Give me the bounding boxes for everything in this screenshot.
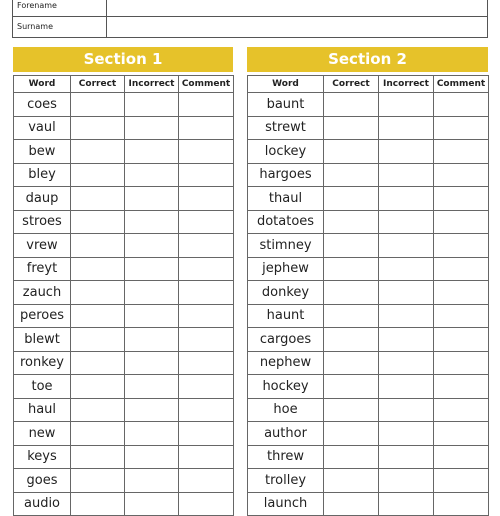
comment-cell[interactable] <box>179 328 234 352</box>
incorrect-cell[interactable] <box>379 398 434 422</box>
word-cell: vrew <box>14 234 71 258</box>
table-row <box>14 492 234 516</box>
correct-cell[interactable] <box>71 257 125 281</box>
table-row <box>248 281 489 305</box>
section-1 <box>13 47 233 516</box>
comment-cell[interactable] <box>434 445 489 469</box>
word-cell: strewt <box>248 116 324 140</box>
correct-cell[interactable] <box>324 492 379 516</box>
word-cell: author <box>248 422 324 446</box>
table-row <box>14 163 234 187</box>
incorrect-cell[interactable] <box>125 257 179 281</box>
comment-cell[interactable] <box>179 187 234 211</box>
comment-cell[interactable] <box>179 492 234 516</box>
table-row <box>14 328 234 352</box>
table-row <box>14 93 234 117</box>
incorrect-cell[interactable] <box>125 140 179 164</box>
word-cell: bley <box>14 163 71 187</box>
word-cell: jephew <box>248 257 324 281</box>
word-cell: trolley <box>248 469 324 493</box>
section-2-title: Section 2 <box>247 47 488 72</box>
word-cell: stimney <box>248 234 324 258</box>
word-cell: hoe <box>248 398 324 422</box>
incorrect-cell[interactable] <box>125 445 179 469</box>
incorrect-cell[interactable] <box>125 422 179 446</box>
table-row <box>248 163 489 187</box>
word-cell: freyt <box>14 257 71 281</box>
table-row <box>248 469 489 493</box>
correct-cell[interactable] <box>71 163 125 187</box>
incorrect-cell[interactable] <box>379 445 434 469</box>
comment-cell[interactable] <box>434 257 489 281</box>
comment-cell[interactable] <box>179 398 234 422</box>
section-2-table <box>247 75 489 516</box>
table-row <box>248 93 489 117</box>
table-row <box>248 445 489 469</box>
comment-cell[interactable] <box>434 234 489 258</box>
table-row <box>248 116 489 140</box>
table-row <box>14 445 234 469</box>
incorrect-cell[interactable] <box>125 304 179 328</box>
word-cell: haunt <box>248 304 324 328</box>
word-cell: bew <box>14 140 71 164</box>
incorrect-cell[interactable] <box>125 163 179 187</box>
word-cell: lockey <box>248 140 324 164</box>
correct-cell[interactable] <box>324 210 379 234</box>
word-cell: goes <box>14 469 71 493</box>
comment-cell[interactable] <box>434 93 489 117</box>
word-cell: daup <box>14 187 71 211</box>
column-header-word: Word <box>248 76 324 93</box>
word-cell: donkey <box>248 281 324 305</box>
forename-row <box>13 0 487 17</box>
table-row <box>14 257 234 281</box>
correct-cell[interactable] <box>324 257 379 281</box>
comment-cell[interactable] <box>179 257 234 281</box>
column-header-word: Word <box>14 76 71 93</box>
incorrect-cell[interactable] <box>379 422 434 446</box>
comment-cell[interactable] <box>179 281 234 305</box>
section-1-table <box>13 75 234 516</box>
incorrect-cell[interactable] <box>379 375 434 399</box>
incorrect-cell[interactable] <box>379 281 434 305</box>
word-cell: new <box>14 422 71 446</box>
correct-cell[interactable] <box>324 304 379 328</box>
word-cell: haul <box>14 398 71 422</box>
table-row <box>248 492 489 516</box>
table-row <box>14 187 234 211</box>
table-row <box>14 116 234 140</box>
table-header-row <box>248 76 489 93</box>
table-row <box>248 328 489 352</box>
comment-cell[interactable] <box>179 234 234 258</box>
comment-cell[interactable] <box>434 187 489 211</box>
comment-cell[interactable] <box>434 281 489 305</box>
word-cell: hockey <box>248 375 324 399</box>
incorrect-cell[interactable] <box>379 328 434 352</box>
word-cell: blewt <box>14 328 71 352</box>
word-cell: ronkey <box>14 351 71 375</box>
word-cell: threw <box>248 445 324 469</box>
incorrect-cell[interactable] <box>379 163 434 187</box>
comment-cell[interactable] <box>434 351 489 375</box>
word-cell: hargoes <box>248 163 324 187</box>
incorrect-cell[interactable] <box>379 257 434 281</box>
table-row <box>14 304 234 328</box>
surname-label: Surname <box>13 17 107 37</box>
surname-row <box>13 17 487 37</box>
word-cell: keys <box>14 445 71 469</box>
correct-cell[interactable] <box>324 234 379 258</box>
word-cell: baunt <box>248 93 324 117</box>
table-row <box>248 304 489 328</box>
correct-cell[interactable] <box>324 398 379 422</box>
word-cell: nephew <box>248 351 324 375</box>
column-header-incorrect: Incorrect <box>125 76 179 93</box>
incorrect-cell[interactable] <box>125 93 179 117</box>
section-2 <box>247 47 488 516</box>
column-header-correct: Correct <box>71 76 125 93</box>
incorrect-cell[interactable] <box>379 469 434 493</box>
incorrect-cell[interactable] <box>125 469 179 493</box>
incorrect-cell[interactable] <box>379 351 434 375</box>
comment-cell[interactable] <box>179 116 234 140</box>
column-header-comment: Comment <box>179 76 234 93</box>
correct-cell[interactable] <box>71 93 125 117</box>
table-row <box>14 398 234 422</box>
comment-cell[interactable] <box>179 304 234 328</box>
correct-cell[interactable] <box>324 140 379 164</box>
comment-cell[interactable] <box>434 422 489 446</box>
word-cell: toe <box>14 375 71 399</box>
table-row <box>14 351 234 375</box>
comment-cell[interactable] <box>434 398 489 422</box>
incorrect-cell[interactable] <box>125 398 179 422</box>
correct-cell[interactable] <box>324 163 379 187</box>
correct-cell[interactable] <box>71 398 125 422</box>
correct-cell[interactable] <box>71 234 125 258</box>
comment-cell[interactable] <box>179 163 234 187</box>
correct-cell[interactable] <box>71 492 125 516</box>
incorrect-cell[interactable] <box>125 187 179 211</box>
comment-cell[interactable] <box>434 210 489 234</box>
column-header-correct: Correct <box>324 76 379 93</box>
comment-cell[interactable] <box>179 210 234 234</box>
incorrect-cell[interactable] <box>125 492 179 516</box>
comment-cell[interactable] <box>434 116 489 140</box>
word-cell: thaul <box>248 187 324 211</box>
incorrect-cell[interactable] <box>125 351 179 375</box>
table-row <box>14 375 234 399</box>
correct-cell[interactable] <box>71 281 125 305</box>
word-cell: audio <box>14 492 71 516</box>
comment-cell[interactable] <box>179 375 234 399</box>
table-row <box>248 187 489 211</box>
table-row <box>14 469 234 493</box>
correct-cell[interactable] <box>71 116 125 140</box>
section-1-title: Section 1 <box>13 47 233 72</box>
forename-label: Forename <box>13 0 107 16</box>
word-cell: cargoes <box>248 328 324 352</box>
incorrect-cell[interactable] <box>379 187 434 211</box>
table-row <box>248 210 489 234</box>
comment-cell[interactable] <box>179 422 234 446</box>
incorrect-cell[interactable] <box>125 210 179 234</box>
incorrect-cell[interactable] <box>379 492 434 516</box>
table-row <box>248 398 489 422</box>
incorrect-cell[interactable] <box>379 93 434 117</box>
correct-cell[interactable] <box>324 469 379 493</box>
table-row <box>248 234 489 258</box>
word-cell: peroes <box>14 304 71 328</box>
correct-cell[interactable] <box>71 140 125 164</box>
table-row <box>14 210 234 234</box>
correct-cell[interactable] <box>324 351 379 375</box>
correct-cell[interactable] <box>71 375 125 399</box>
column-header-comment: Comment <box>434 76 489 93</box>
incorrect-cell[interactable] <box>125 328 179 352</box>
incorrect-cell[interactable] <box>125 375 179 399</box>
correct-cell[interactable] <box>324 116 379 140</box>
incorrect-cell[interactable] <box>379 116 434 140</box>
comment-cell[interactable] <box>179 445 234 469</box>
correct-cell[interactable] <box>324 93 379 117</box>
table-row <box>248 257 489 281</box>
incorrect-cell[interactable] <box>125 234 179 258</box>
table-row <box>14 234 234 258</box>
correct-cell[interactable] <box>324 422 379 446</box>
table-row <box>248 351 489 375</box>
table-row <box>248 140 489 164</box>
correct-cell[interactable] <box>71 469 125 493</box>
comment-cell[interactable] <box>179 351 234 375</box>
table-row <box>248 375 489 399</box>
table-row <box>14 422 234 446</box>
correct-cell[interactable] <box>71 445 125 469</box>
incorrect-cell[interactable] <box>125 281 179 305</box>
incorrect-cell[interactable] <box>379 210 434 234</box>
correct-cell[interactable] <box>324 328 379 352</box>
incorrect-cell[interactable] <box>379 140 434 164</box>
comment-cell[interactable] <box>434 163 489 187</box>
comment-cell[interactable] <box>434 375 489 399</box>
incorrect-cell[interactable] <box>379 304 434 328</box>
table-row <box>14 140 234 164</box>
word-cell: stroes <box>14 210 71 234</box>
correct-cell[interactable] <box>71 187 125 211</box>
word-cell: launch <box>248 492 324 516</box>
comment-cell[interactable] <box>434 304 489 328</box>
comment-cell[interactable] <box>434 469 489 493</box>
comment-cell[interactable] <box>179 469 234 493</box>
correct-cell[interactable] <box>324 187 379 211</box>
comment-cell[interactable] <box>434 492 489 516</box>
forename-field[interactable] <box>107 0 487 16</box>
comment-cell[interactable] <box>179 140 234 164</box>
correct-cell[interactable] <box>71 304 125 328</box>
correct-cell[interactable] <box>324 375 379 399</box>
table-row <box>14 281 234 305</box>
name-box <box>12 0 488 38</box>
correct-cell[interactable] <box>71 351 125 375</box>
correct-cell[interactable] <box>71 210 125 234</box>
word-cell: dotatoes <box>248 210 324 234</box>
table-header-row <box>14 76 234 93</box>
word-cell: zauch <box>14 281 71 305</box>
comment-cell[interactable] <box>434 328 489 352</box>
incorrect-cell[interactable] <box>379 234 434 258</box>
surname-field[interactable] <box>107 17 487 37</box>
word-cell: vaul <box>14 116 71 140</box>
correct-cell[interactable] <box>324 445 379 469</box>
word-cell: coes <box>14 93 71 117</box>
comment-cell[interactable] <box>179 93 234 117</box>
column-header-incorrect: Incorrect <box>379 76 434 93</box>
correct-cell[interactable] <box>71 422 125 446</box>
table-row <box>248 422 489 446</box>
correct-cell[interactable] <box>324 281 379 305</box>
incorrect-cell[interactable] <box>125 116 179 140</box>
correct-cell[interactable] <box>71 328 125 352</box>
comment-cell[interactable] <box>434 140 489 164</box>
